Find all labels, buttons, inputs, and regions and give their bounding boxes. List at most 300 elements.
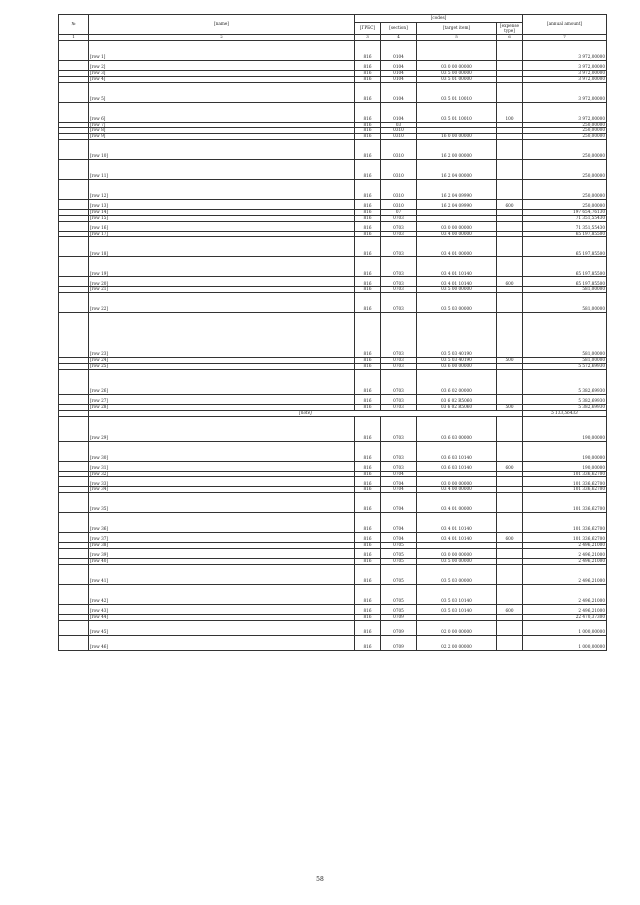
row-amount-cell: 250,00000 [523, 159, 607, 179]
row-grbs-cell: 816 [355, 394, 381, 404]
row-num-cell [59, 102, 89, 122]
row-target-item-cell: 03 5 00 00000 [417, 558, 497, 564]
column-index: 2 [89, 35, 355, 41]
row-name-cell: [row 25] [89, 363, 355, 369]
row-expense-type-cell [497, 159, 523, 179]
row-section-cell: 0703 [381, 358, 417, 364]
row-name-cell: [row 35] [89, 493, 355, 513]
row-name-cell: [row 23] [89, 313, 355, 358]
table-row [59, 237, 607, 257]
row-amount-cell: 5 382,69930 [523, 394, 607, 404]
row-section-cell: 0310 [381, 134, 417, 140]
row-section-cell: 0704 [381, 487, 417, 493]
row-target-item-cell: 03 4 01 10140 [417, 257, 497, 277]
row-num-cell [59, 277, 89, 287]
row-name-cell: [row 6] [89, 102, 355, 122]
row-amount-cell: 1 000,00000 [523, 620, 607, 635]
row-amount-cell: 3 972,00000 [523, 41, 607, 61]
row-section-cell: 0104 [381, 61, 417, 71]
row-num-cell [59, 221, 89, 231]
row-amount-cell: 250,00000 [523, 134, 607, 140]
row-amount-cell: 101 336,62700 [523, 471, 607, 477]
row-expense-type-cell [497, 82, 523, 102]
row-section-cell: 0703 [381, 394, 417, 404]
row-name-cell: [row 2] [89, 61, 355, 71]
table-row [59, 293, 607, 313]
row-grbs-cell: 816 [355, 461, 381, 471]
row-grbs-cell: 816 [355, 215, 381, 221]
row-num-cell [59, 604, 89, 614]
row-amount-cell: 101 336,62700 [523, 477, 607, 487]
row-amount-cell: 581,00000 [523, 358, 607, 364]
row-amount-cell: 3 972,00000 [523, 102, 607, 122]
row-target-item-cell: 03 5 01 10010 [417, 102, 497, 122]
row-grbs-cell: 816 [355, 159, 381, 179]
row-expense-type-cell [497, 548, 523, 558]
row-name-cell: [row 11] [89, 159, 355, 179]
row-section-cell: 0104 [381, 82, 417, 102]
table-row [59, 461, 607, 471]
row-grbs-cell: 816 [355, 548, 381, 558]
row-expense-type-cell [497, 369, 523, 394]
row-target-item-cell: 03 4 01 10140 [417, 513, 497, 533]
row-name-cell: [row 15] [89, 215, 355, 221]
row-section-cell: 0703 [381, 461, 417, 471]
row-grbs-cell: 816 [355, 404, 381, 410]
row-num-cell [59, 461, 89, 471]
table-row [59, 513, 607, 533]
row-grbs-cell: 816 [355, 543, 381, 549]
row-expense-type-cell [497, 179, 523, 199]
row-section-cell: 0703 [381, 369, 417, 394]
row-amount-cell: 5 382,69930 [523, 404, 607, 410]
header-cs: [target item] [417, 23, 497, 35]
table-row [59, 257, 607, 277]
row-grbs-cell: 816 [355, 231, 381, 237]
row-amount-cell: 2 496,21000 [523, 548, 607, 558]
row-section-cell: 0104 [381, 102, 417, 122]
row-section-cell: 0104 [381, 41, 417, 61]
row-grbs-cell: 816 [355, 363, 381, 369]
row-section-cell: 0704 [381, 471, 417, 477]
row-expense-type-cell [497, 477, 523, 487]
document-page [58, 14, 606, 850]
row-name-cell: [row 22] [89, 293, 355, 313]
note-text: [note] [89, 410, 523, 416]
row-target-item-cell: 03 5 00 00000 [417, 71, 497, 77]
row-section-cell: 0310 [381, 139, 417, 159]
row-section-cell: 0703 [381, 313, 417, 358]
row-grbs-cell: 816 [355, 237, 381, 257]
row-amount-cell: 5 572,69930 [523, 363, 607, 369]
row-section-cell: 0703 [381, 231, 417, 237]
row-target-item-cell: 16 2 00 00000 [417, 139, 497, 159]
row-name-cell: [row 13] [89, 199, 355, 209]
row-section-cell: 0704 [381, 477, 417, 487]
row-amount-cell: 101 336,62700 [523, 493, 607, 513]
row-amount-cell: 3 972,00000 [523, 61, 607, 71]
row-name-cell: [row 45] [89, 620, 355, 635]
row-name-cell: [row 31] [89, 461, 355, 471]
row-expense-type-cell [497, 416, 523, 441]
table-row [59, 159, 607, 179]
row-target-item-cell: 03 4 00 00000 [417, 231, 497, 237]
row-name-cell: [row 20] [89, 277, 355, 287]
row-grbs-cell: 816 [355, 76, 381, 82]
row-num-cell [59, 635, 89, 650]
row-target-item-cell: 03 5 01 10010 [417, 82, 497, 102]
row-name-cell: [row 14] [89, 209, 355, 215]
row-section-cell: 0104 [381, 76, 417, 82]
row-expense-type-cell [497, 620, 523, 635]
header-rz: [section] [381, 23, 417, 35]
row-section-cell: 0703 [381, 257, 417, 277]
row-target-item-cell: 02 0 00 00000 [417, 620, 497, 635]
row-expense-type-cell: 600 [497, 277, 523, 287]
row-section-cell: 0310 [381, 199, 417, 209]
row-num-cell [59, 159, 89, 179]
row-amount-cell: 2 496,21000 [523, 543, 607, 549]
row-target-item-cell: 16 2 04 09990 [417, 179, 497, 199]
row-section-cell: 0709 [381, 620, 417, 635]
row-amount-cell: 65 197,85500 [523, 257, 607, 277]
row-num-cell [59, 416, 89, 441]
row-section-cell: 0709 [381, 614, 417, 620]
row-amount-cell: 250,00000 [523, 128, 607, 134]
row-name-cell: [row 33] [89, 477, 355, 487]
table-row [59, 635, 607, 650]
row-grbs-cell: 816 [355, 313, 381, 358]
row-name-cell: [row 37] [89, 533, 355, 543]
row-section-cell: 0703 [381, 237, 417, 257]
table-row [59, 416, 607, 441]
row-expense-type-cell: 600 [497, 533, 523, 543]
row-amount-cell: 5 382,69930 [523, 369, 607, 394]
row-amount-cell: 22 470,37300 [523, 614, 607, 620]
row-name-cell: [row 8] [89, 128, 355, 134]
row-target-item-cell: 16 2 04 09990 [417, 199, 497, 209]
table-row [59, 477, 607, 487]
row-section-cell: 0705 [381, 564, 417, 584]
row-num-cell [59, 533, 89, 543]
row-section-cell: 0705 [381, 558, 417, 564]
column-index: 6 [497, 35, 523, 41]
row-amount-cell: 190,00000 [523, 441, 607, 461]
row-target-item-cell: 03 0 00 00000 [417, 221, 497, 231]
row-amount-cell: 3 972,00000 [523, 82, 607, 102]
row-amount-cell: 581,00000 [523, 287, 607, 293]
row-num-cell [59, 199, 89, 209]
row-expense-type-cell [497, 584, 523, 604]
row-num-cell [59, 41, 89, 61]
row-target-item-cell: 03 6 03 10140 [417, 441, 497, 461]
row-grbs-cell: 816 [355, 199, 381, 209]
row-section-cell: 0310 [381, 128, 417, 134]
row-target-item-cell: 03 5 03 10140 [417, 604, 497, 614]
row-num-cell [59, 293, 89, 313]
row-name-cell: [row 46] [89, 635, 355, 650]
row-grbs-cell: 816 [355, 358, 381, 364]
row-expense-type-cell [497, 394, 523, 404]
row-name-cell: [row 4] [89, 76, 355, 82]
table-row [59, 604, 607, 614]
row-amount-cell: 3 972,00000 [523, 71, 607, 77]
row-num-cell [59, 513, 89, 533]
row-target-item-cell: 03 4 01 00000 [417, 493, 497, 513]
row-section-cell: 03 [381, 122, 417, 128]
row-name-cell: [row 40] [89, 558, 355, 564]
row-name-cell: [row 24] [89, 358, 355, 364]
row-name-cell: [row 9] [89, 134, 355, 140]
row-expense-type-cell [497, 237, 523, 257]
row-amount-cell: 2 496,21000 [523, 604, 607, 614]
row-section-cell: 0104 [381, 71, 417, 77]
row-expense-type-cell [497, 61, 523, 71]
row-target-item-cell: 03 4 00 00000 [417, 487, 497, 493]
row-num-cell [59, 82, 89, 102]
row-target-item-cell: 03 5 03 40190 [417, 358, 497, 364]
row-grbs-cell: 816 [355, 41, 381, 61]
row-expense-type-cell [497, 313, 523, 358]
row-name-cell: [row 7] [89, 122, 355, 128]
row-expense-type-cell [497, 493, 523, 513]
row-grbs-cell: 816 [355, 441, 381, 461]
row-amount-cell: 65 197,85500 [523, 231, 607, 237]
column-index: 3 [355, 35, 381, 41]
row-amount-cell: 65 197,85500 [523, 277, 607, 287]
row-amount-cell: 2 496,21000 [523, 584, 607, 604]
row-num-cell [59, 61, 89, 71]
row-target-item-cell: 03 6 02 R5060 [417, 394, 497, 404]
row-num-cell [59, 257, 89, 277]
row-name-cell: [row 27] [89, 394, 355, 404]
row-section-cell: 0310 [381, 179, 417, 199]
row-num-cell [59, 620, 89, 635]
table-row [59, 548, 607, 558]
row-name-cell: [row 36] [89, 513, 355, 533]
row-grbs-cell: 816 [355, 71, 381, 77]
row-grbs-cell: 816 [355, 122, 381, 128]
header-sum: [annual amount] [523, 15, 607, 35]
row-grbs-cell: 816 [355, 82, 381, 102]
row-section-cell: 0709 [381, 635, 417, 650]
row-name-cell: [row 21] [89, 287, 355, 293]
row-grbs-cell: 816 [355, 471, 381, 477]
row-expense-type-cell: 600 [497, 461, 523, 471]
header-codes: [codes] [355, 15, 523, 23]
table-row [59, 41, 607, 61]
row-amount-cell: 101 336,62700 [523, 533, 607, 543]
row-grbs-cell: 816 [355, 533, 381, 543]
row-num-cell [59, 394, 89, 404]
row-grbs-cell: 816 [355, 513, 381, 533]
row-expense-type-cell: 500 [497, 358, 523, 364]
row-num-cell [59, 237, 89, 257]
note-sum: 5 113,56433 [523, 410, 607, 416]
row-section-cell: 0705 [381, 543, 417, 549]
row-grbs-cell: 816 [355, 139, 381, 159]
column-index: 4 [381, 35, 417, 41]
column-index: 7 [523, 35, 607, 41]
header-grbs: [ГРБС] [355, 23, 381, 35]
row-amount-cell: 250,00000 [523, 122, 607, 128]
table-row [59, 277, 607, 287]
row-section-cell: 0703 [381, 277, 417, 287]
row-section-cell: 0705 [381, 548, 417, 558]
row-grbs-cell: 816 [355, 477, 381, 487]
row-name-cell: [row 42] [89, 584, 355, 604]
row-name-cell: [row 28] [89, 404, 355, 410]
row-target-item-cell: 03 0 00 00000 [417, 61, 497, 71]
row-amount-cell: 2 496,21000 [523, 564, 607, 584]
row-name-cell: [row 38] [89, 543, 355, 549]
row-target-item-cell: 03 5 01 00000 [417, 76, 497, 82]
column-index: 1 [59, 35, 89, 41]
row-name-cell: [row 43] [89, 604, 355, 614]
table-row [59, 199, 607, 209]
row-amount-cell: 197 654,76130 [523, 209, 607, 215]
table-row [59, 82, 607, 102]
row-grbs-cell: 816 [355, 614, 381, 620]
row-target-item-cell: 03 4 01 00000 [417, 237, 497, 257]
row-grbs-cell: 816 [355, 209, 381, 215]
column-index: 5 [417, 35, 497, 41]
row-amount-cell: 71 351,55430 [523, 215, 607, 221]
row-name-cell: [row 32] [89, 471, 355, 477]
row-num-cell [59, 548, 89, 558]
row-expense-type-cell [497, 293, 523, 313]
row-section-cell: 0310 [381, 159, 417, 179]
row-name-cell: [row 39] [89, 548, 355, 558]
row-amount-cell: 101 336,62700 [523, 513, 607, 533]
row-target-item-cell: 03 6 00 00000 [417, 363, 497, 369]
row-num-cell [59, 441, 89, 461]
row-grbs-cell: 816 [355, 487, 381, 493]
row-expense-type-cell [497, 139, 523, 159]
row-name-cell: [row 18] [89, 237, 355, 257]
row-expense-type-cell [497, 441, 523, 461]
row-section-cell: 0704 [381, 533, 417, 543]
row-section-cell: 0703 [381, 416, 417, 441]
row-section-cell: 0703 [381, 404, 417, 410]
table-row [59, 221, 607, 231]
row-num-cell [59, 493, 89, 513]
row-target-item-cell: 02 2 00 00000 [417, 635, 497, 650]
header-name: [name] [89, 15, 355, 35]
table-row [59, 61, 607, 71]
row-target-item-cell: 03 5 03 10140 [417, 584, 497, 604]
row-grbs-cell: 816 [355, 179, 381, 199]
page-number: 58 [316, 876, 324, 883]
row-section-cell: 0703 [381, 363, 417, 369]
row-section-cell: 0704 [381, 513, 417, 533]
row-amount-cell: 250,00000 [523, 139, 607, 159]
row-target-item-cell: 03 6 02 R5060 [417, 404, 497, 410]
row-section-cell: 0703 [381, 215, 417, 221]
table-row [59, 584, 607, 604]
row-target-item-cell: 03 5 03 00000 [417, 564, 497, 584]
row-expense-type-cell [497, 564, 523, 584]
row-expense-type-cell: 500 [497, 404, 523, 410]
row-expense-type-cell [497, 221, 523, 231]
row-amount-cell: 581,00000 [523, 293, 607, 313]
row-name-cell: [row 29] [89, 416, 355, 441]
row-grbs-cell: 816 [355, 128, 381, 134]
row-num-cell [59, 477, 89, 487]
row-grbs-cell: 816 [355, 416, 381, 441]
row-name-cell: [row 16] [89, 221, 355, 231]
row-amount-cell: 581,00000 [523, 313, 607, 358]
row-num-cell [59, 369, 89, 394]
row-grbs-cell: 816 [355, 635, 381, 650]
table-row [59, 179, 607, 199]
table-row [59, 313, 607, 358]
row-amount-cell: 2 496,21000 [523, 558, 607, 564]
row-amount-cell: 190,00000 [523, 461, 607, 471]
row-expense-type-cell: 600 [497, 199, 523, 209]
row-target-item-cell: 03 0 00 00000 [417, 548, 497, 558]
row-grbs-cell: 816 [355, 584, 381, 604]
row-target-item-cell: 16 0 00 00000 [417, 134, 497, 140]
row-name-cell: [row 30] [89, 441, 355, 461]
table-row [59, 369, 607, 394]
budget-table [58, 14, 607, 651]
row-expense-type-cell [497, 257, 523, 277]
row-target-item-cell: 03 4 01 10140 [417, 533, 497, 543]
row-name-cell: [row 3] [89, 71, 355, 77]
row-expense-type-cell [497, 513, 523, 533]
row-grbs-cell: 816 [355, 564, 381, 584]
row-section-cell: 0705 [381, 604, 417, 614]
row-section-cell: 0705 [381, 584, 417, 604]
row-num-cell [59, 179, 89, 199]
row-section-cell: 0703 [381, 287, 417, 293]
row-section-cell: 0704 [381, 493, 417, 513]
table-row [59, 493, 607, 513]
table-row [59, 620, 607, 635]
row-grbs-cell: 816 [355, 369, 381, 394]
row-amount-cell: 190,00000 [523, 416, 607, 441]
row-target-item-cell: 03 5 03 00000 [417, 293, 497, 313]
header-num: № [59, 15, 89, 35]
row-name-cell: [row 19] [89, 257, 355, 277]
row-grbs-cell: 816 [355, 221, 381, 231]
row-num-cell [59, 139, 89, 159]
row-name-cell: [row 5] [89, 82, 355, 102]
row-num-cell [59, 313, 89, 358]
row-amount-cell: 71 351,55430 [523, 221, 607, 231]
row-grbs-cell: 816 [355, 604, 381, 614]
row-target-item-cell [417, 41, 497, 61]
row-expense-type-cell [497, 635, 523, 650]
row-target-item-cell: 03 0 00 00000 [417, 477, 497, 487]
row-amount-cell: 250,00000 [523, 199, 607, 209]
row-grbs-cell: 816 [355, 493, 381, 513]
row-target-item-cell: 03 4 01 10140 [417, 277, 497, 287]
table-row [59, 102, 607, 122]
row-name-cell: [row 41] [89, 564, 355, 584]
row-grbs-cell: 816 [355, 558, 381, 564]
row-target-item-cell: 03 5 03 40190 [417, 313, 497, 358]
row-amount-cell: 101 336,62700 [523, 487, 607, 493]
row-section-cell: 0703 [381, 221, 417, 231]
row-amount-cell: 3 972,00000 [523, 76, 607, 82]
row-num-cell [59, 564, 89, 584]
table-row [59, 441, 607, 461]
row-name-cell: [row 12] [89, 179, 355, 199]
row-name-cell: [row 34] [89, 487, 355, 493]
row-name-cell: [row 26] [89, 369, 355, 394]
